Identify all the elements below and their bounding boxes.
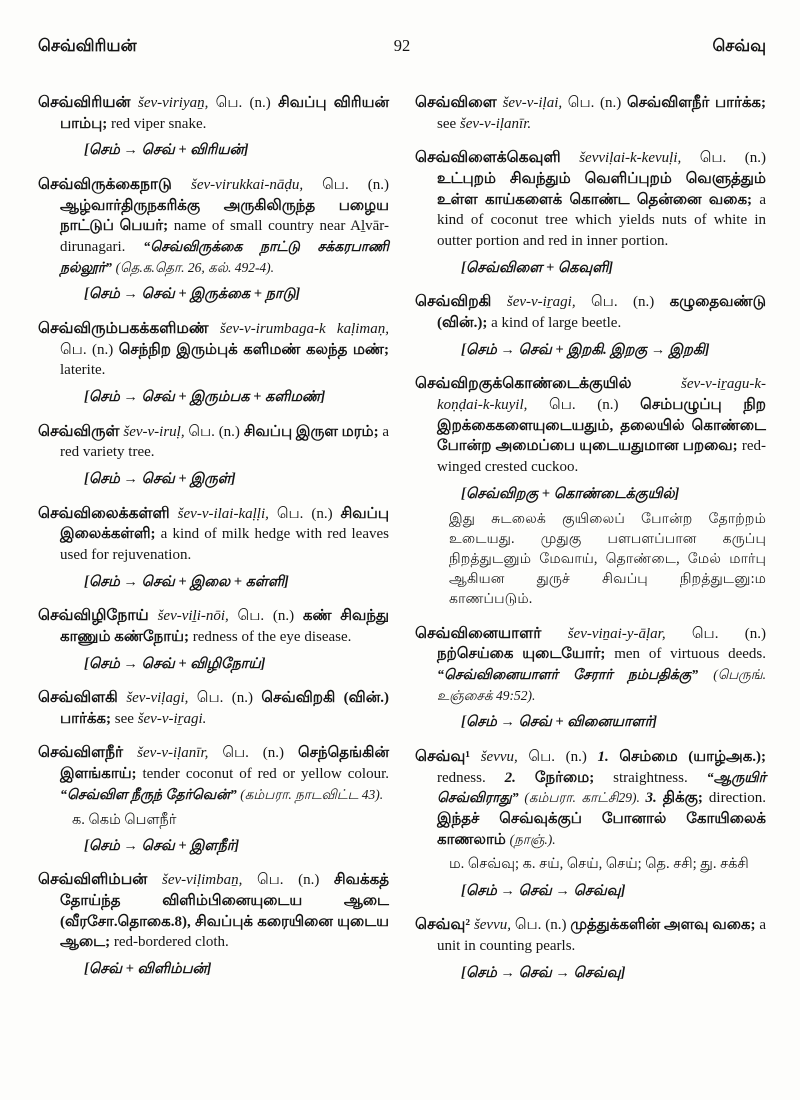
entry-transliteration: šev-v-iṟagi. xyxy=(137,710,207,727)
dictionary-entry xyxy=(415,623,766,733)
dictionary-entry xyxy=(415,746,766,901)
entry-headword: செவ்விளை xyxy=(415,94,503,111)
entry-headword: செவ்விளகி xyxy=(38,689,127,707)
two-column-body xyxy=(38,92,766,996)
entry-etymology: [செம் → செவ் → செவ்வு] xyxy=(461,882,626,899)
entry-transliteration: šev-viriyaṉ, xyxy=(138,95,216,111)
entry-etymology: [செம் → செவ் + விரியன்] xyxy=(84,142,249,159)
header-guide-word-left: செவ்விரியன் xyxy=(38,36,137,55)
entry-headword: செவ்விளிம்பன் xyxy=(38,871,162,889)
entry-definition xyxy=(415,92,766,134)
dictionary-entry xyxy=(415,373,766,609)
entry-description: இது சுடலைக் குயிலைப் போன்ற தோற்றம் உடையது. முதுகு பளபளப்பான கருப்பு நிறத்துடனும் மேவாய், தொண்டை, மேல் மார்பு ஆகியன துருச் சிவப்பு நிறத்துடனு:ம காணப்படும். xyxy=(449,511,766,607)
entry-definition xyxy=(415,746,766,850)
entry-headword: செவ்விளநீர் xyxy=(38,744,138,762)
entry-etymology: [செவ்விறகு + கொண்டைக்குயில்] xyxy=(461,485,680,502)
entry-definition xyxy=(38,869,389,953)
entry-headword: செவ்வு² xyxy=(415,916,474,934)
tamil-definition: செவ்விளநீர் பார்க்க; xyxy=(626,95,767,111)
entry-definition xyxy=(38,742,389,805)
entry-etymology: [செம் → செவ் + இரும்பக + களிமண்] xyxy=(84,389,326,405)
english-definition: laterite. xyxy=(60,362,106,379)
part-of-speech: பெ. (n.) xyxy=(60,341,119,358)
tamil-definition: இந்தச் செவ்வுக்குப் போனால் கோயிலைக் காணலாம் xyxy=(437,811,766,848)
tamil-definition: கழுதைவண்டு (வின்.); xyxy=(437,294,766,332)
entry-headword: செவ்வு¹ xyxy=(415,748,481,765)
tamil-definition: நற்செய்கை யுடையோர்; xyxy=(437,646,615,663)
part-of-speech: பெ. (n.) xyxy=(514,917,571,934)
entry-headword: செவ்வினையாளர் xyxy=(415,624,568,642)
entry-definition xyxy=(38,174,389,278)
entry-etymology: [செம் → செவ் + வினையாளர்] xyxy=(461,714,658,731)
entry-definition xyxy=(38,503,389,566)
dictionary-entry xyxy=(38,421,389,490)
dictionary-entry xyxy=(38,869,389,979)
entry-definition xyxy=(415,291,766,333)
entry-headword: செவ்விறகி xyxy=(415,293,507,311)
english-definition: men of virtuous deeds. xyxy=(614,646,767,663)
tamil-definition: உட்புறம் சிவந்தும் வெளிப்புறம் வெளுத்தும் உள்ள காய்களைக் கொண்ட தென்னை வகை; xyxy=(437,171,766,208)
english-definition: see xyxy=(437,115,460,132)
entry-etymology: [செம் → செவ் + விழிநோய்] xyxy=(84,655,266,672)
entry-headword: செவ்விளைக்கெவுளி xyxy=(415,149,580,167)
english-definition: redness of the eye disease. xyxy=(192,628,352,645)
entry-etymology: [செம் → செவ் → செவ்வு] xyxy=(461,964,626,981)
sense-number: 1. xyxy=(597,749,620,765)
entry-transliteration: ševvu, xyxy=(480,749,529,765)
dictionary-entry xyxy=(415,291,766,360)
quotation: “ஆருயிர் செவ்விராது” xyxy=(437,770,766,807)
entry-etymology: [செம் → செவ் + இறகி. இறகு → இறகி] xyxy=(461,341,710,358)
entry-definition xyxy=(415,147,766,251)
header-guide-word-right: செவ்வு xyxy=(712,36,766,55)
entry-transliteration: šev-v-iḷanīr. xyxy=(459,115,532,132)
entry-transliteration: šev-v-irumbaga-k kaḷimaṇ, xyxy=(219,320,389,337)
entry-definition xyxy=(415,373,766,477)
entry-definition xyxy=(38,318,389,381)
entry-etymology: [செவ் + விளிம்பன்] xyxy=(84,961,212,978)
dictionary-entry xyxy=(38,318,389,408)
english-definition: red-bordered cloth. xyxy=(113,934,229,951)
entry-headword: செவ்விரும்பகக்களிமண் xyxy=(38,319,220,337)
english-definition: a unit in counting pearls. xyxy=(437,917,767,954)
english-definition: direction. xyxy=(708,790,766,807)
entry-definition xyxy=(415,914,766,956)
part-of-speech: பெ. (n.) xyxy=(322,176,389,193)
sense-number: 2. xyxy=(504,769,535,786)
tamil-definition: சிவப்பு விரியன் பாம்பு; xyxy=(60,95,390,132)
quotation: “செவ்விள நீருந் தேர்வென்” xyxy=(60,787,241,803)
part-of-speech: பெ. (n.) xyxy=(222,745,298,762)
part-of-speech: பெ. (n.) xyxy=(528,749,598,765)
tamil-definition: சிவப்பு இருள மரம்; xyxy=(243,423,383,440)
tamil-definition: கண் சிவந்து காணும் கண்நோய்; xyxy=(60,608,389,645)
dictionary-entry xyxy=(38,503,389,593)
tamil-definition: திக்கு; xyxy=(662,790,709,807)
entry-transliteration: šev-viḻi-nōi, xyxy=(157,608,238,625)
entry-transliteration: šev-v-ilai-kaḷḷi, xyxy=(177,505,277,522)
tamil-definition: ஆழ்வார்திருநகரிக்கு அருகிலிருந்த பழைய நாட்டுப் பெயர்; xyxy=(60,197,389,235)
entry-definition xyxy=(38,421,389,463)
tamil-definition: செம்மை (யாழ்அக.); xyxy=(619,749,767,765)
entry-transliteration: šev-v-iḷai, xyxy=(502,95,568,111)
entry-etymology: [செம் → செவ் + இளநீர்] xyxy=(84,837,240,854)
part-of-speech: பெ. (n.) xyxy=(256,872,334,889)
english-definition: a kind of milk hedge with red leaves used for rejuvenation. xyxy=(60,526,389,563)
dictionary-entry xyxy=(38,742,389,856)
part-of-speech: பெ. (n.) xyxy=(196,690,262,707)
tamil-definition: முத்துக்களின் அளவு வகை; xyxy=(570,917,760,934)
dictionary-entry xyxy=(415,92,766,134)
part-of-speech: பெ. (n.) xyxy=(590,294,670,311)
entry-headword: செவ்விரியன் xyxy=(38,94,138,111)
citation: (நாஞ்.). xyxy=(509,831,556,847)
entry-transliteration: šev-viḷagi, xyxy=(126,690,197,707)
quotation: “செவ்வினையாளர் சேரார் நம்பதிக்கு” xyxy=(437,668,714,684)
tamil-definition: சிவக்கத் தோய்ந்த விளிம்பினையுடைய ஆடை (வீரசோ.தொகை.8), சிவப்புக் கரையினை யுடைய ஆடை; xyxy=(60,872,389,951)
dictionary-entry xyxy=(415,914,766,983)
entry-transliteration: šev-viḷimbaṉ, xyxy=(161,872,257,889)
dictionary-entry xyxy=(38,605,389,674)
entry-transliteration: šev-v-iruḷ, xyxy=(123,423,189,440)
tamil-definition: சிவப்பு இலைக்கள்ளி; xyxy=(60,505,389,543)
dictionary-entry xyxy=(415,147,766,278)
entry-headword: செவ்விழிநோய் xyxy=(38,607,158,625)
entry-definition xyxy=(38,605,389,647)
entry-etymology: [செம் → செவ் + இருள்] xyxy=(84,470,236,487)
english-definition: straightness. xyxy=(613,769,707,786)
part-of-speech: பெ. (n.) xyxy=(237,608,303,625)
citation: (கம்பரா. காட்சி29). xyxy=(524,790,646,806)
sense-number: 3. xyxy=(645,790,663,807)
part-of-speech: பெ. (n.) xyxy=(188,423,244,440)
entry-transliteration: ševviḷai-k-kevuḷi, xyxy=(579,150,700,167)
entry-note: ம. செவ்வு; க. சய், செய், செய்; தெ. சசி; து. சக்சி xyxy=(449,856,749,873)
entry-headword: செவ்விறகுக்கொண்டைக்குயில் xyxy=(415,375,682,393)
tamil-definition: நேர்மை; xyxy=(534,769,614,786)
left-column xyxy=(38,92,389,996)
entry-transliteration: šev-v-iṟagu-k-koṇḍai-k-kuyil, xyxy=(437,376,766,413)
dictionary-entry xyxy=(38,687,389,729)
english-definition: see xyxy=(114,710,138,727)
entry-definition xyxy=(38,687,389,729)
part-of-speech: பெ. (n.) xyxy=(691,625,766,642)
entry-headword: செவ்விருள் xyxy=(38,422,124,440)
dictionary-entry xyxy=(38,92,389,161)
tamil-definition: செந்நிற இரும்புக் களிமண் கலந்த மண்; xyxy=(118,341,390,358)
tamil-definition: செந்தெங்கின் இளங்காய்; xyxy=(60,745,389,783)
page-number: 92 xyxy=(393,36,411,55)
entry-headword: செவ்விருக்கைநாடு xyxy=(38,175,192,193)
entry-etymology: [செவ்விளை + கெவுளி] xyxy=(461,259,614,276)
entry-transliteration: ševvu, xyxy=(473,917,515,934)
entry-transliteration: šev-viṉai-y-āḷar, xyxy=(567,625,692,642)
entry-note: க. கெம் பௌநீர் xyxy=(72,811,177,828)
tamil-definition: செம்பழுப்பு நிற இறக்கைகளையுடையதும், தலையில் கொண்டை போன்ற அமைப்பை யுடையதுமான பறவை; xyxy=(437,397,766,455)
english-definition: a kind of large beetle. xyxy=(491,315,622,332)
entry-definition xyxy=(415,623,766,707)
part-of-speech: பெ. (n.) xyxy=(549,397,641,413)
part-of-speech: பெ. (n.) xyxy=(567,95,627,111)
citation: (தெ.க.தொ. 26, கல். 492-4). xyxy=(115,259,275,275)
tamil-definition: செவ்விறகி (வின்.) பார்க்க; xyxy=(60,690,389,727)
english-definition: a red variety tree. xyxy=(60,423,389,461)
english-definition: red-winged crested cuckoo. xyxy=(437,438,766,476)
english-definition: red viper snake. xyxy=(110,115,207,132)
quotation: “செவ்விருக்கை நாட்டு சக்கரபாணி நல்லூர்” xyxy=(60,240,389,276)
dictionary-entry xyxy=(38,174,389,305)
english-definition: a kind of coconut tree which yields nuts of white in outter portion and red in inner portion. xyxy=(437,191,766,250)
part-of-speech: பெ. (n.) xyxy=(215,95,279,111)
entry-transliteration: šev-v-iḷanīr, xyxy=(137,745,223,762)
entry-etymology: [செம் → செவ் + இருக்கை + நாடு] xyxy=(84,286,301,303)
part-of-speech: பெ. (n.) xyxy=(699,150,766,167)
english-definition: name of small country near Aḻvār-dirunagari. xyxy=(60,218,389,255)
part-of-speech: பெ. (n.) xyxy=(276,505,341,522)
entry-definition xyxy=(38,92,389,134)
entry-headword: செவ்விலைக்கள்ளி xyxy=(38,504,178,522)
entry-transliteration: šev-virukkai-nāḍu, xyxy=(191,176,323,193)
page-header xyxy=(38,36,766,58)
english-definition: redness. xyxy=(437,769,505,786)
citation: (பெருங். உஞ்சைக் 49:52). xyxy=(437,667,766,703)
entry-etymology: [செம் → செவ் + இலை + கள்ளி] xyxy=(84,573,289,590)
right-column xyxy=(415,92,766,996)
citation: (கம்பரா. நாடவிட்ட 43). xyxy=(240,786,384,802)
english-definition: tender coconut of red or yellow colour. xyxy=(142,766,389,783)
entry-transliteration: šev-v-iṟagi, xyxy=(506,294,591,311)
